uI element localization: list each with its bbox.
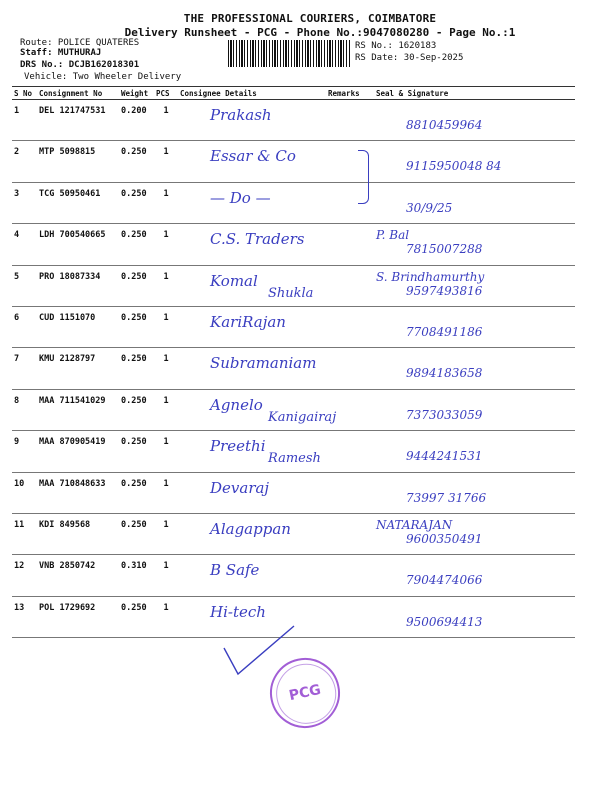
row-consignee	[178, 100, 326, 141]
col-pcs: PCS	[154, 87, 178, 100]
row-weight: 0.200	[119, 100, 154, 141]
row-weight: 0.250	[119, 306, 154, 347]
row-consignee	[178, 306, 326, 347]
route-label: Route: POLICE QUATERES	[20, 38, 140, 48]
staff-label: Staff: MUTHURAJ	[20, 48, 102, 58]
row-signature	[366, 555, 575, 596]
signature-phone: 73997 31766	[406, 490, 487, 505]
row-sno: 4	[12, 224, 37, 265]
runsheet-table	[12, 86, 575, 638]
row-weight: 0.250	[119, 513, 154, 554]
signature-text: S. Brindhamurthy	[376, 269, 485, 284]
consignee-handwriting: KariRajan	[210, 312, 286, 331]
row-consignment-no: PRO 18087334	[37, 265, 119, 306]
row-pcs: 1	[154, 513, 178, 554]
row-consignee	[178, 472, 326, 513]
signature-phone: 7815007288	[406, 242, 483, 257]
row-consignee	[178, 182, 326, 223]
row-pcs: 1	[154, 100, 178, 141]
row-signature	[366, 389, 575, 430]
row-weight: 0.250	[119, 182, 154, 223]
row-weight: 0.310	[119, 555, 154, 596]
row-weight: 0.250	[119, 348, 154, 389]
table-row	[12, 224, 575, 265]
row-consignment-no: LDH 700540665	[37, 224, 119, 265]
row-signature	[366, 431, 575, 472]
signature-phone: 7708491186	[406, 324, 483, 339]
barcode	[228, 40, 350, 67]
col-consignee: Consignee Details	[178, 87, 326, 100]
drs-number: DRS No.: DCJB162018301	[20, 60, 140, 70]
row-sno: 8	[12, 389, 37, 430]
row-sno: 1	[12, 100, 37, 141]
row-weight: 0.250	[119, 389, 154, 430]
table-row	[12, 306, 575, 347]
row-weight: 0.250	[119, 224, 154, 265]
consignee-handwriting: Hi-tech	[210, 602, 266, 621]
row-pcs: 1	[154, 182, 178, 223]
row-pcs: 1	[154, 555, 178, 596]
row-signature	[366, 100, 575, 141]
row-sno: 3	[12, 182, 37, 223]
row-pcs: 1	[154, 265, 178, 306]
signature-phone: 30/9/25	[406, 200, 453, 215]
rs-number: RS No.: 1620183	[355, 41, 437, 51]
table-row	[12, 182, 575, 223]
signature-phone: 7904474066	[406, 573, 483, 588]
row-pcs: 1	[154, 596, 178, 637]
row-remarks	[326, 265, 366, 306]
table-row	[12, 555, 575, 596]
consignee-handwriting-line2: Ramesh	[268, 451, 321, 467]
row-remarks	[326, 472, 366, 513]
row-signature	[366, 182, 575, 223]
row-weight: 0.250	[119, 596, 154, 637]
row-consignee	[178, 555, 326, 596]
row-remarks	[326, 431, 366, 472]
table-row	[12, 431, 575, 472]
signature-phone: 9500694413	[406, 614, 483, 629]
table-header	[12, 87, 575, 100]
col-consignment: Consignment No	[37, 87, 119, 100]
row-pcs: 1	[154, 306, 178, 347]
row-pcs: 1	[154, 431, 178, 472]
row-weight: 0.250	[119, 472, 154, 513]
signature-phone: 9115950048 84	[406, 159, 502, 174]
col-remarks: Remarks	[326, 87, 366, 100]
row-signature	[366, 596, 575, 637]
rs-info	[355, 40, 463, 64]
row-signature	[366, 224, 575, 265]
row-sno: 6	[12, 306, 37, 347]
consignee-handwriting: Devaraj	[210, 478, 270, 497]
rs-date: RS Date: 30-Sep-2025	[355, 53, 464, 63]
row-sno: 2	[12, 141, 37, 182]
table-row	[12, 265, 575, 306]
row-consignment-no: DEL 121747531	[37, 100, 119, 141]
row-consignment-no: MTP 5098815	[37, 141, 119, 182]
row-weight: 0.250	[119, 141, 154, 182]
consignee-handwriting: Preethi	[210, 437, 266, 456]
row-remarks	[326, 389, 366, 430]
consignee-handwriting-line2: Kanigairaj	[268, 409, 337, 425]
col-sno: S No	[12, 87, 37, 100]
row-signature	[366, 141, 575, 182]
consignee-handwriting: Agnelo	[210, 395, 263, 414]
row-remarks	[326, 555, 366, 596]
row-consignment-no: MAA 870905419	[37, 431, 119, 472]
row-consignment-no: POL 1729692	[37, 596, 119, 637]
consignee-handwriting: Alagappan	[210, 519, 291, 538]
row-signature	[366, 513, 575, 554]
row-pcs: 1	[154, 141, 178, 182]
row-remarks	[326, 596, 366, 637]
signature-text: P. Bal	[376, 228, 410, 243]
row-consignee	[178, 513, 326, 554]
row-remarks	[326, 306, 366, 347]
row-consignment-no: CUD 1151070	[37, 306, 119, 347]
row-sno: 13	[12, 596, 37, 637]
row-weight: 0.250	[119, 431, 154, 472]
table-row	[12, 141, 575, 182]
row-pcs: 1	[154, 472, 178, 513]
consignee-handwriting: Essar & Co	[210, 147, 296, 166]
table-row	[12, 100, 575, 141]
row-consignment-no: MAA 711541029	[37, 389, 119, 430]
col-weight: Weight	[119, 87, 154, 100]
consignee-handwriting: C.S. Traders	[210, 230, 305, 249]
row-signature	[366, 265, 575, 306]
signature-phone: 8810459964	[406, 118, 483, 132]
stamp-text: PCG	[287, 681, 323, 705]
row-consignment-no: KDI 849568	[37, 513, 119, 554]
signature-phone: 7373033059	[406, 407, 483, 422]
row-consignment-no: MAA 710848633	[37, 472, 119, 513]
signature-phone: 9444241531	[406, 449, 483, 464]
row-consignee	[178, 389, 337, 430]
vehicle-label: Vehicle: Two Wheeler Delivery	[24, 72, 182, 82]
row-pcs: 1	[154, 224, 178, 265]
row-consignee	[178, 431, 326, 472]
row-remarks	[326, 100, 366, 141]
stamp-ring	[271, 658, 342, 729]
consignee-handwriting: Komal	[210, 271, 258, 290]
runsheet-title: Delivery Runsheet - PCG - Phone No.:9047080280 - Page No.:1	[124, 26, 516, 39]
signature-phone: 9597493816	[406, 283, 483, 298]
row-sno: 11	[12, 513, 37, 554]
row-signature	[366, 472, 575, 513]
table-row	[12, 389, 575, 430]
consignee-handwriting-line2: Shukla	[268, 285, 314, 301]
row-remarks	[326, 348, 366, 389]
row-sno: 5	[12, 265, 37, 306]
company-title: THE PROFESSIONAL COURIERS, COIMBATORE	[183, 12, 437, 25]
table-row	[12, 472, 575, 513]
bracket-mark	[358, 150, 369, 204]
table-row	[12, 513, 575, 554]
row-consignee	[178, 265, 326, 306]
row-signature	[366, 306, 575, 347]
consignee-handwriting: Prakash	[210, 106, 272, 124]
signature-phone: 9600350491	[406, 531, 483, 546]
table-row	[12, 348, 575, 389]
row-consignment-no: VNB 2850742	[37, 555, 119, 596]
row-consignee	[178, 224, 326, 265]
signature-text: NATARAJAN	[376, 517, 453, 532]
row-pcs: 1	[154, 389, 178, 430]
row-signature	[366, 348, 575, 389]
consignee-handwriting: — Do —	[210, 188, 271, 207]
row-sno: 9	[12, 431, 37, 472]
row-consignee	[178, 348, 326, 389]
consignee-handwriting: Subramaniam	[210, 354, 317, 373]
row-remarks	[326, 513, 366, 554]
row-consignee	[178, 141, 326, 182]
row-sno: 12	[12, 555, 37, 596]
row-consignment-no: KMU 2128797	[37, 348, 119, 389]
row-weight: 0.250	[119, 265, 154, 306]
col-seal: Seal & Signature	[366, 87, 575, 100]
row-consignment-no: TCG 50950461	[37, 182, 119, 223]
consignee-handwriting: B Safe	[210, 561, 260, 580]
row-remarks	[326, 224, 366, 265]
row-sno: 7	[12, 348, 37, 389]
signature-phone: 9894183658	[406, 366, 483, 381]
row-sno: 10	[12, 472, 37, 513]
row-pcs: 1	[154, 348, 178, 389]
